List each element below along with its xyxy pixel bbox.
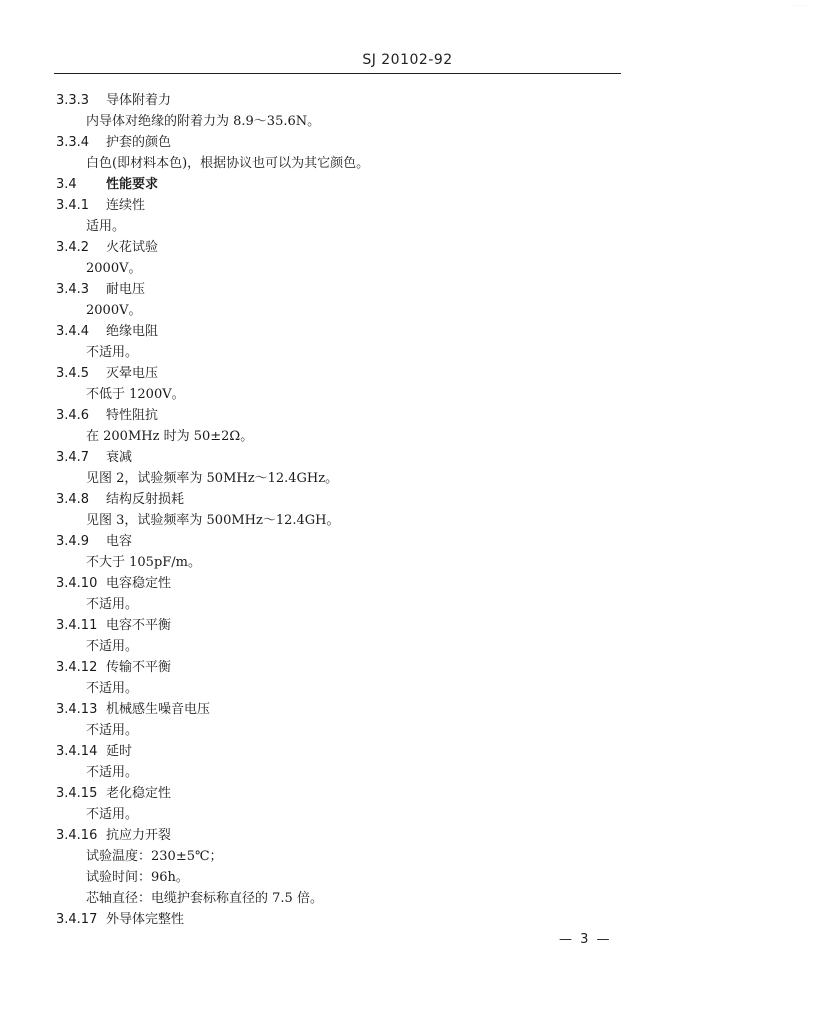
clause-text: 白色(即材料本色)，根据协议也可以为其它颜色。: [86, 156, 370, 171]
clause-title: 电容: [106, 534, 133, 549]
clause-heading: [56, 615, 756, 636]
clause-title: 老化稳定性: [106, 786, 172, 801]
clause-heading: [56, 174, 756, 195]
clause-number: 3.4.2: [56, 240, 90, 255]
clause: [56, 447, 756, 489]
clause: [56, 321, 756, 363]
clause-text: 见图 2，试验频率为 50MHz～12.4GHz。: [86, 471, 339, 486]
clause-text: 不适用。: [86, 639, 139, 654]
clause-text: 不适用。: [86, 597, 139, 612]
clause-title: 延时: [106, 744, 133, 759]
clause-number: 3.4.8: [56, 492, 90, 507]
clause-number: 3.4.6: [56, 408, 90, 423]
clause-number: 3.4.10: [56, 576, 98, 591]
clause-title: 特性阻抗: [106, 408, 159, 423]
clause-heading: [56, 90, 756, 111]
clause-heading: [56, 447, 756, 468]
clause-heading: [56, 195, 756, 216]
clause-text: 适用。: [86, 219, 126, 234]
clause-number: 3.3.3: [56, 93, 90, 108]
clause-heading: [56, 573, 756, 594]
scan-mark: · · · · ·: [793, 3, 805, 8]
clause-title: 抗应力开裂: [106, 828, 172, 843]
clause: [56, 741, 756, 783]
clause-heading: [56, 321, 756, 342]
clause: [56, 132, 756, 174]
clause-text: 不适用。: [86, 681, 139, 696]
clause-text: 不适用。: [86, 807, 139, 822]
clause: [56, 657, 756, 699]
document-body: [56, 90, 756, 930]
clause-number: 3.4.3: [56, 282, 90, 297]
clause-heading: [56, 132, 756, 153]
page-header: SJ 20102-92: [362, 52, 453, 68]
clause-heading: [56, 657, 756, 678]
clause-text: 不适用。: [86, 765, 139, 780]
clause-number: 3.4.12: [56, 660, 98, 675]
clause-title: 护套的颜色: [106, 135, 172, 150]
clause-title: 电容稳定性: [106, 576, 172, 591]
clause-title: 灭晕电压: [106, 366, 159, 381]
clause-number: 3.4.1: [56, 198, 90, 213]
clause-heading: [56, 741, 756, 762]
clause-title: 绝缘电阻: [106, 324, 159, 339]
clause-text: 不适用。: [86, 345, 139, 360]
clause-number: 3.4.9: [56, 534, 90, 549]
clause-title: 衰减: [106, 450, 133, 465]
clause-number: 3.4.16: [56, 828, 98, 843]
clause-number: 3.4.7: [56, 450, 90, 465]
clause-text: 不大于 105pF/m。: [86, 555, 201, 570]
clause: [56, 825, 756, 909]
clause: [56, 405, 756, 447]
clause-number: 3.4.15: [56, 786, 98, 801]
clause-number: 3.4.14: [56, 744, 98, 759]
clause-title: 传输不平衡: [106, 660, 172, 675]
clause-title: 性能要求: [106, 177, 159, 192]
clause-heading: [56, 405, 756, 426]
clause: [56, 909, 756, 930]
clause-title: 机械感生噪音电压: [106, 702, 211, 717]
clause-number: 3.3.4: [56, 135, 90, 150]
clause-title: 耐电压: [106, 282, 146, 297]
clause-heading: [56, 363, 756, 384]
clause-text: 试验时间：96h。: [86, 870, 189, 885]
clause-number: 3.4: [56, 177, 77, 192]
clause: [56, 174, 756, 195]
clause-heading: [56, 279, 756, 300]
clause-title: 火花试验: [106, 240, 159, 255]
clause-text: 见图 3，试验频率为 500MHz～12.4GH。: [86, 513, 340, 528]
clause-number: 3.4.13: [56, 702, 98, 717]
page-number: — 3 —: [559, 932, 612, 947]
clause-heading: [56, 909, 756, 930]
clause-title: 连续性: [106, 198, 146, 213]
clause: [56, 90, 756, 132]
clause-text: 芯轴直径：电缆护套标称直径的 7.5 倍。: [86, 891, 323, 906]
clause-title: 结构反射损耗: [106, 492, 185, 507]
clause-heading: [56, 699, 756, 720]
clause: [56, 279, 756, 321]
clause-number: 3.4.17: [56, 912, 98, 927]
clause-text: 不适用。: [86, 723, 139, 738]
clause: [56, 615, 756, 657]
clause: [56, 573, 756, 615]
clause: [56, 195, 756, 237]
clause-text: 内导体对绝缘的附着力为 8.9～35.6N。: [86, 114, 321, 129]
clause: [56, 783, 756, 825]
clause-number: 3.4.4: [56, 324, 90, 339]
clause-heading: [56, 783, 756, 804]
clause-heading: [56, 489, 756, 510]
clause-text: 在 200MHz 时为 50±2Ω。: [86, 429, 254, 444]
clause-number: 3.4.5: [56, 366, 90, 381]
clause: [56, 489, 756, 531]
clause-text: 不低于 1200V。: [86, 387, 185, 402]
clause-heading: [56, 237, 756, 258]
clause-title: 电容不平衡: [106, 618, 172, 633]
clause-text: 试验温度：230±5℃；: [86, 849, 223, 864]
clause-heading: [56, 531, 756, 552]
header-rule: [54, 73, 621, 74]
clause-title: 导体附着力: [106, 93, 172, 108]
clause-text: 2000V。: [86, 303, 142, 318]
clause: [56, 699, 756, 741]
clause-heading: [56, 825, 756, 846]
clause: [56, 531, 756, 573]
clause-number: 3.4.11: [56, 618, 98, 633]
clause: [56, 363, 756, 405]
clause: [56, 237, 756, 279]
clause-text: 2000V。: [86, 261, 142, 276]
clause-title: 外导体完整性: [106, 912, 185, 927]
